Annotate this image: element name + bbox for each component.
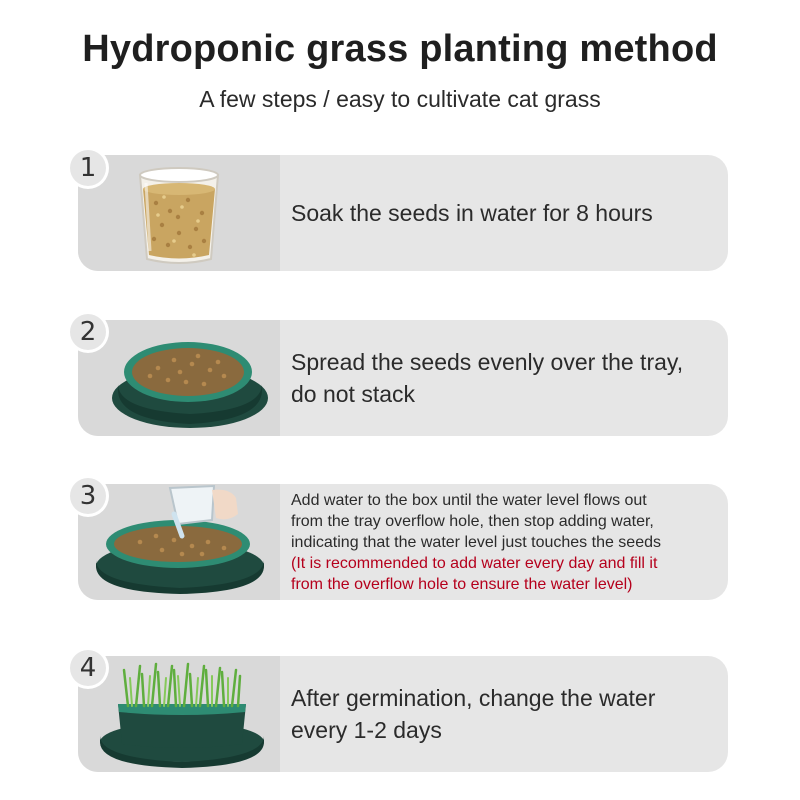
step-3-text-line-2: from the tray overflow hole, then stop adding water, (291, 512, 654, 530)
step-3-note-line-2: from the overflow hole to ensure the water level) (291, 575, 633, 593)
step-4-text-line-1: After germination, change the water (291, 685, 656, 711)
step-4-text-block (291, 656, 716, 772)
step-1-number: 1 (70, 150, 106, 186)
step-1-card (78, 155, 728, 271)
step-3-text-block (291, 484, 716, 600)
tray-with-seeds-illustration (78, 320, 280, 436)
grown-grass-illustration (78, 656, 280, 772)
step-3-text-line-1: Add water to the box until the water level flows out (291, 491, 647, 509)
step-4-image-panel (78, 656, 280, 772)
step-2-text-block (291, 320, 716, 436)
page-title: Hydroponic grass planting method (82, 28, 718, 70)
step-2-text-line-2: do not stack (291, 381, 416, 407)
step-4-number: 4 (70, 650, 106, 686)
step-3-text-line-3: indicating that the water level just touches the seeds (291, 533, 661, 551)
step-4-text-line-2: every 1-2 days (291, 717, 442, 743)
step-4-card (78, 656, 728, 772)
step-2-number: 2 (70, 314, 106, 350)
step-3-note-line-1: (It is recommended to add water every day and fill it (291, 554, 658, 572)
glass-of-seeds-illustration (78, 155, 280, 271)
step-1-image-panel (78, 155, 280, 271)
page-subtitle: A few steps / easy to cultivate cat grass (199, 86, 601, 112)
step-3-number: 3 (70, 478, 106, 514)
step-2-card (78, 320, 728, 436)
step-1-text-block (291, 155, 716, 271)
step-3-image-panel (78, 484, 280, 600)
step-1-text: Soak the seeds in water for 8 hours (291, 200, 653, 226)
water-pouring-illustration (78, 484, 280, 600)
step-2-text-line-1: Spread the seeds evenly over the tray, (291, 349, 684, 375)
step-2-image-panel (78, 320, 280, 436)
step-3-card (78, 484, 728, 600)
